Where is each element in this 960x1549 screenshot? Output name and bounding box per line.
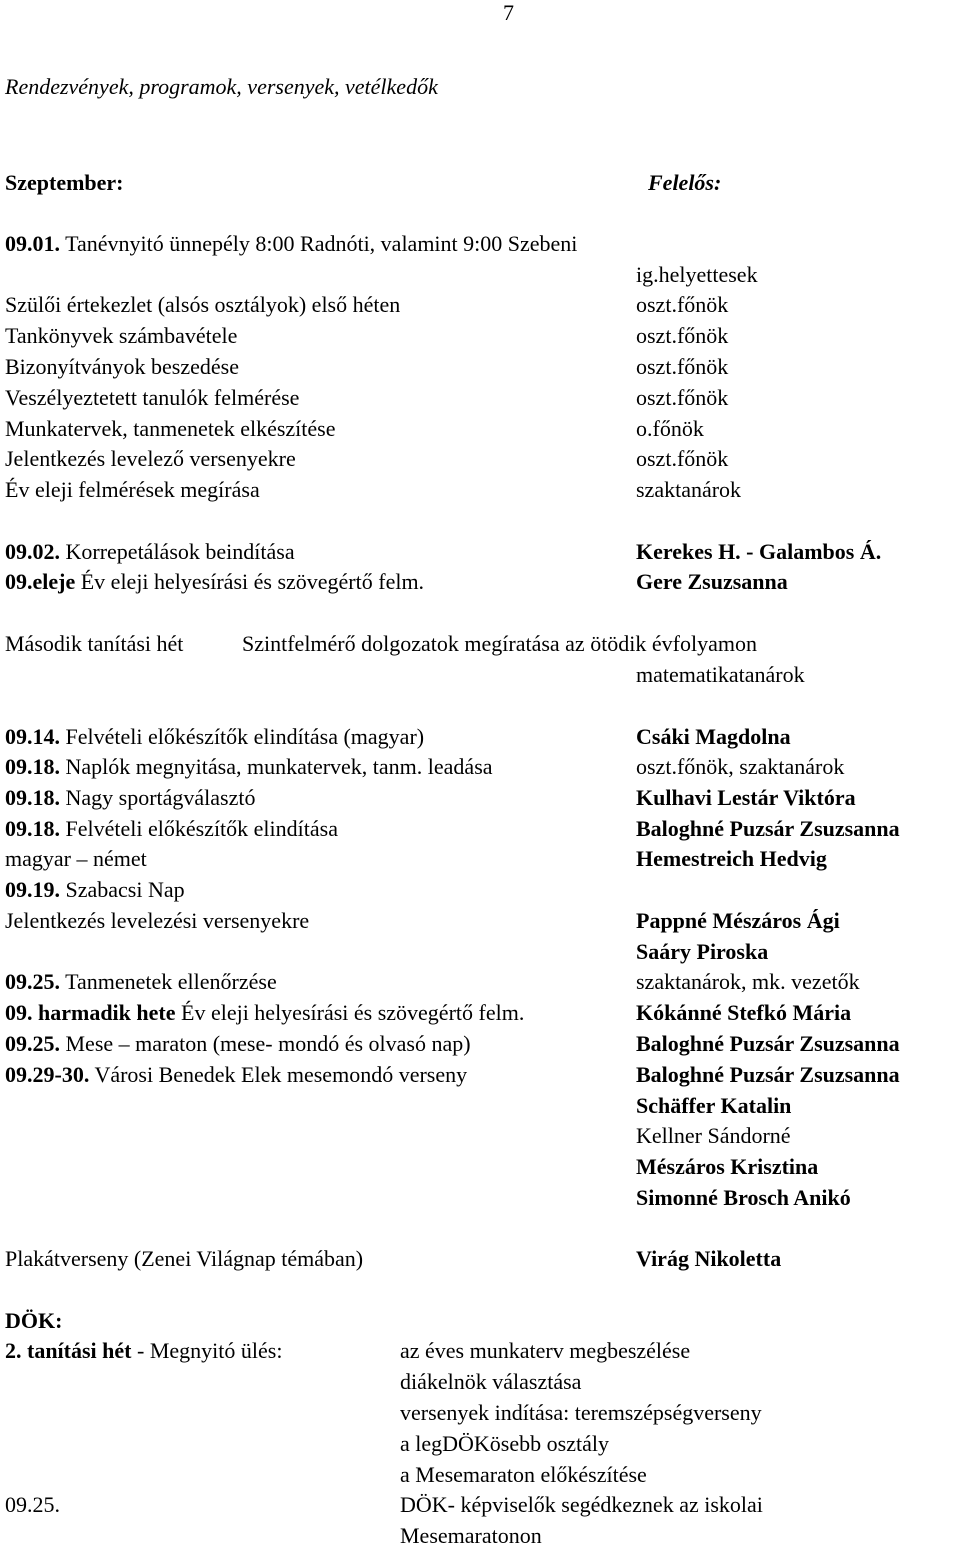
dok-item: a Mesemaraton előkészítése — [400, 1462, 647, 1487]
responsible: oszt.főnök — [636, 323, 729, 348]
list-item-text: Szülői értekezlet (alsós osztályok) első héten — [5, 292, 401, 317]
responsible-header: Felelős: — [648, 170, 722, 195]
responsible: szaktanárok — [636, 477, 742, 502]
list-item: 09.25. Tanmenetek ellenőrzése — [5, 969, 277, 994]
list-item: 09.01. Tanévnyitó ünnepély 8:00 Radnóti, valamint 9:00 Szebeni — [5, 231, 578, 256]
dok-heading: DÖK: — [5, 1308, 63, 1333]
responsible: Virág Nikoletta — [636, 1246, 782, 1271]
responsible: Schäffer Katalin — [636, 1093, 792, 1118]
responsible: oszt.főnök — [636, 446, 729, 471]
responsible: Baloghné Puzsár Zsuzsanna — [636, 1031, 900, 1056]
list-item: 09.18. Nagy sportágválasztó — [5, 785, 256, 810]
list-item-text: Év eleji felmérések megírása — [5, 477, 260, 502]
list-item: 09.19. Szabacsi Nap — [5, 877, 185, 902]
responsible: Kókánné Stefkó Mária — [636, 1000, 852, 1025]
responsible: oszt.főnök — [636, 354, 729, 379]
list-item: 09.25. Mese – maraton (mese- mondó és olvasó nap) — [5, 1031, 471, 1056]
page-number: 7 — [503, 0, 514, 25]
responsible: oszt.főnök, szaktanárok — [636, 754, 845, 779]
list-item: 09.18. Naplók megnyitása, munkatervek, tanm. leadása — [5, 754, 493, 779]
second-week-label: Második tanítási hét — [5, 631, 184, 656]
responsible: Csáki Magdolna — [636, 724, 791, 749]
list-item: 09.29-30. Városi Benedek Elek mesemondó verseny — [5, 1062, 468, 1087]
responsible: Pappné Mészáros Ági — [636, 908, 840, 933]
list-item: 09.02. Korrepetálások beindítása — [5, 539, 295, 564]
list-item-text: Munkatervek, tanmenetek elkészítése — [5, 416, 336, 441]
dok-item: az éves munkaterv megbeszélése — [400, 1338, 691, 1363]
dok-item: DÖK- képviselők segédkeznek az iskolai — [400, 1492, 763, 1517]
responsible: Kerekes H. - Galambos Á. — [636, 539, 882, 564]
list-item-text: Veszélyeztetett tanulók felmérése — [5, 385, 300, 410]
list-item-text: Bizonyítványok beszedése — [5, 354, 239, 379]
list-item-text: Plakátverseny (Zenei Világnap témában) — [5, 1246, 364, 1271]
list-item: 09. harmadik hete Év eleji helyesírási és szövegértő felm. — [5, 1000, 525, 1025]
list-item: 09.14. Felvételi előkészítők elindítása (magyar) — [5, 724, 425, 749]
responsible: Kulhavi Lestár Viktóra — [636, 785, 856, 810]
list-item-text: magyar – német — [5, 846, 147, 871]
second-week-text: Szintfelmérő dolgozatok megíratása az ötödik évfolyamon — [242, 631, 758, 656]
list-item-text: Tankönyvek számbavétele — [5, 323, 238, 348]
page-title: Rendezvények, programok, versenyek, vetélkedők — [5, 74, 438, 99]
dok-item: a legDÖKösebb osztály — [400, 1431, 609, 1456]
responsible: Saáry Piroska — [636, 939, 769, 964]
responsible: ig.helyettesek — [636, 262, 758, 287]
responsible: Gere Zsuzsanna — [636, 569, 788, 594]
responsible: Simonné Brosch Anikó — [636, 1185, 851, 1210]
responsible: Baloghné Puzsár Zsuzsanna — [636, 816, 900, 841]
responsible: Kellner Sándorné — [636, 1123, 791, 1148]
dok-item: diákelnök választása — [400, 1369, 582, 1394]
list-item: 09.eleje Év eleji helyesírási és szövegértő felm. — [5, 569, 425, 594]
responsible: matematikatanárok — [636, 662, 805, 687]
responsible: Mészáros Krisztina — [636, 1154, 819, 1179]
dok-week: 2. tanítási hét - Megnyitó ülés: — [5, 1338, 283, 1363]
responsible: oszt.főnök — [636, 292, 729, 317]
month-heading: Szeptember: — [5, 170, 124, 195]
list-item-text: Jelentkezés levelező versenyekre — [5, 446, 296, 471]
responsible: o.főnök — [636, 416, 704, 441]
responsible: oszt.főnök — [636, 385, 729, 410]
responsible: Hemestreich Hedvig — [636, 846, 827, 871]
dok-item: Mesemaratonon — [400, 1523, 542, 1548]
responsible: Baloghné Puzsár Zsuzsanna — [636, 1062, 900, 1087]
list-item-text: Jelentkezés levelezési versenyekre — [5, 908, 310, 933]
responsible: szaktanárok, mk. vezetők — [636, 969, 860, 994]
dok-item: versenyek indítása: teremszépségverseny — [400, 1400, 762, 1425]
list-item: 09.18. Felvételi előkészítők elindítása — [5, 816, 338, 841]
dok-date: 09.25. — [5, 1492, 60, 1517]
